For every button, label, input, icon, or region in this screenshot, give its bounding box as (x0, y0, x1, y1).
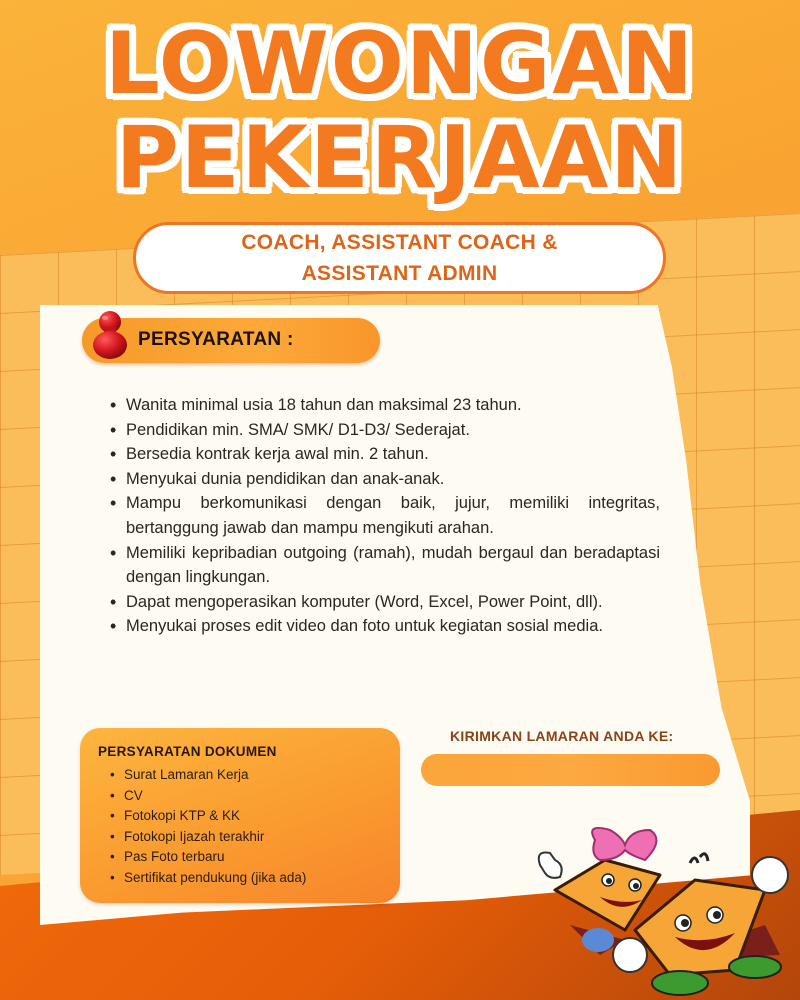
document-item: • Fotokopi Ijazah terakhir (110, 827, 306, 848)
job-role-line-1: COACH, ASSISTANT COACH & (241, 231, 558, 254)
requirements-list (110, 393, 660, 639)
requirement-item: • Pendidikan min. SMA/ SMK/ D1-D3/ Sederajat. (110, 418, 660, 443)
requirement-item: • Wanita minimal usia 18 tahun dan maksimal 23 tahun. (110, 393, 660, 418)
document-item: • CV (110, 786, 306, 807)
title-line-2: PEKERJAAN (115, 108, 685, 208)
requirement-item: • Dapat mengoperasikan komputer (Word, Excel, Power Point, dll). (110, 590, 660, 615)
job-role-banner (133, 222, 666, 294)
document-item: • Surat Lamaran Kerja (110, 765, 306, 786)
requirement-item: • Bersedia kontrak kerja awal min. 2 tahun. (110, 442, 660, 467)
requirements-heading: PERSYARATAN : (138, 329, 294, 350)
requirement-item: • Mampu berkomunikasi dengan baik, jujur, memiliki integritas, bertanggung jawab dan mampu mengikuti arahan. (110, 491, 660, 540)
document-item: • Fotokopi KTP & KK (110, 806, 306, 827)
contact-address-bar (421, 754, 720, 786)
document-item: • Pas Foto terbaru (110, 847, 306, 868)
document-item: • Sertifikat pendukung (jika ada) (110, 868, 306, 889)
requirement-item: • Memiliki kepribadian outgoing (ramah), mudah bergaul dan beradaptasi dengan lingkungan. (110, 541, 660, 590)
requirement-item: • Menyukai proses edit video dan foto untuk kegiatan sosial media. (110, 614, 660, 639)
document-requirements-box (80, 728, 400, 903)
mascot-characters-illustration (530, 805, 800, 1000)
document-requirements-heading: PERSYARATAN DOKUMEN (98, 744, 277, 759)
title-line-1: LOWONGAN (105, 14, 695, 114)
push-pin-icon (90, 309, 130, 361)
job-role-line-2: ASSISTANT ADMIN (301, 262, 498, 285)
document-requirements-list (110, 765, 306, 889)
send-application-heading: KIRIMKAN LAMARAN ANDA KE: (450, 728, 674, 744)
requirement-item: • Menyukai dunia pendidikan dan anak-anak. (110, 467, 660, 492)
